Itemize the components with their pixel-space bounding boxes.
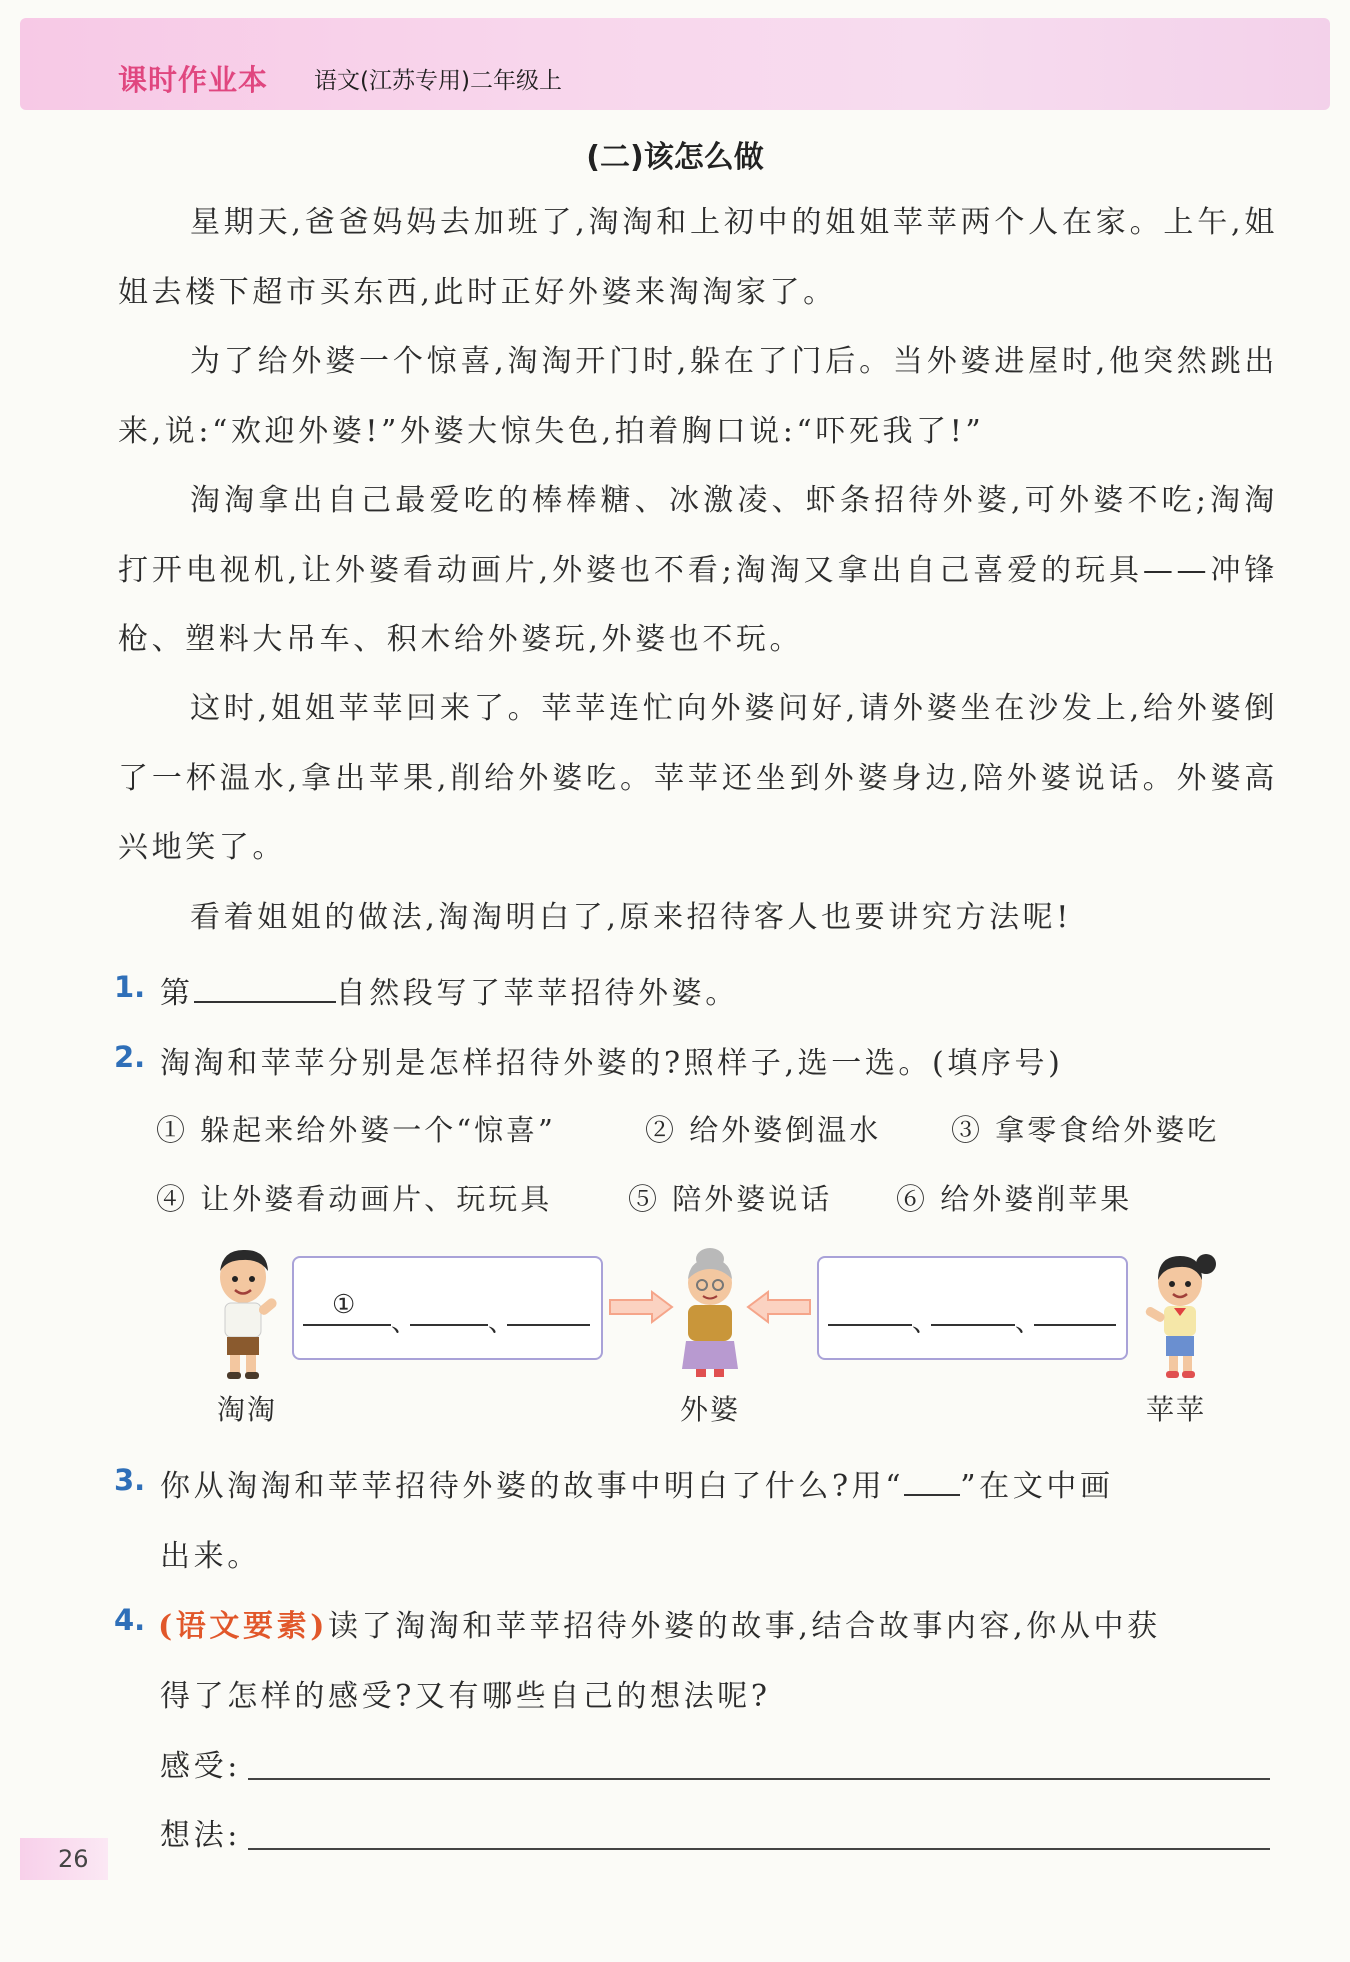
- idea-label: 想法:: [160, 1818, 241, 1853]
- brand-title: 课时作业本: [118, 63, 269, 97]
- passage-paragraph-4: 这时,姐姐苹苹回来了。苹苹连忙向外婆问好,请外婆坐在沙发上,给外婆倒了一杯温水,拿出苹果,削给外婆吃。苹苹还坐到外婆身边,陪外婆说话。外婆高兴地笑了。: [118, 691, 1278, 865]
- pingping-blank-1[interactable]: [828, 1324, 912, 1326]
- separator: 、: [488, 1308, 515, 1338]
- arrow-right-icon: [610, 1292, 672, 1322]
- question-1-number: 1.: [114, 970, 146, 1004]
- pingping-blank-3[interactable]: [1034, 1324, 1116, 1326]
- taotao-blank-1: [303, 1324, 391, 1326]
- question-4: [158, 1601, 1161, 1645]
- idea-answer-line[interactable]: [248, 1848, 1270, 1850]
- question-3-number: 3.: [114, 1463, 146, 1497]
- page-number: 26: [20, 1838, 108, 1880]
- section-title: (二)该怎么做: [586, 140, 764, 175]
- boy-taotao-illustration: [205, 1245, 285, 1380]
- girl-pingping-illustration: [1142, 1250, 1222, 1380]
- option-6: ⑥ 给外婆削苹果: [896, 1182, 1133, 1216]
- question-1-before: 第: [160, 976, 194, 1011]
- caption-grandma: 外婆: [680, 1393, 741, 1426]
- question-3-before: 你从淘淘和苹苹招待外婆的故事中明白了什么?用“: [160, 1469, 905, 1504]
- grandma-illustration: [672, 1245, 748, 1380]
- question-3-line-2: 出来。: [160, 1539, 261, 1574]
- taotao-blank-2[interactable]: [410, 1324, 488, 1326]
- question-4-line-2: 得了怎样的感受?又有哪些自己的想法呢?: [160, 1679, 771, 1714]
- question-1-after: 自然段写了苹苹招待外婆。: [335, 976, 739, 1011]
- passage-paragraph-2: 为了给外婆一个惊喜,淘淘开门时,躲在了门后。当外婆进屋时,他突然跳出来,说:“欢迎外婆!”外婆大惊失色,拍着胸口说:“吓死我了!”: [118, 344, 1278, 449]
- subject-label: 语文(江苏专用)二年级上: [314, 68, 562, 94]
- option-2: ② 给外婆倒温水: [645, 1113, 882, 1147]
- option-4: ④ 让外婆看动画片、玩玩具: [156, 1182, 553, 1216]
- question-2-number: 2.: [114, 1040, 146, 1074]
- question-3: [160, 1461, 1114, 1505]
- option-1: ① 躲起来给外婆一个“惊喜”: [156, 1113, 556, 1147]
- separator: 、: [391, 1308, 418, 1338]
- passage-paragraph-1: 星期天,爸爸妈妈去加班了,淘淘和上初中的姐姐苹苹两个人在家。上午,姐姐去楼下超市买东西,此时正好外婆来淘淘家了。: [118, 205, 1278, 310]
- question-1: [160, 968, 739, 1012]
- taotao-blank-3[interactable]: [507, 1324, 590, 1326]
- question-2-text: 淘淘和苹苹分别是怎样招待外婆的?照样子,选一选。(填序号): [160, 1046, 1064, 1081]
- feeling-label: 感受:: [160, 1749, 241, 1784]
- example-answer: ①: [332, 1290, 356, 1320]
- question-1-answer-blank[interactable]: [194, 1001, 336, 1003]
- caption-pingping: 苹苹: [1146, 1393, 1207, 1426]
- question-4-number: 4.: [114, 1603, 146, 1637]
- passage-paragraph-3: 淘淘拿出自己最爱吃的棒棒糖、冰激凌、虾条招待外婆,可外婆不吃;淘淘打开电视机,让外婆看动画片,外婆也不看;淘淘又拿出自己喜爱的玩具——冲锋枪、塑料大吊车、积木给外婆玩,外婆也不玩。: [118, 483, 1278, 657]
- pingping-answer-box[interactable]: [817, 1256, 1128, 1360]
- separator: 、: [1015, 1308, 1042, 1338]
- caption-taotao: 淘淘: [217, 1393, 278, 1426]
- question-4-tag: (语文要素): [158, 1609, 328, 1644]
- option-3: ③ 拿零食给外婆吃: [951, 1113, 1220, 1147]
- arrow-left-icon: [748, 1292, 810, 1322]
- question-3-underline-sample: [904, 1494, 960, 1496]
- question-4-line-1: 读了淘淘和苹苹招待外婆的故事,结合故事内容,你从中获: [328, 1609, 1161, 1644]
- pingping-blank-2[interactable]: [931, 1324, 1015, 1326]
- passage-paragraph-5: 看着姐姐的做法,淘淘明白了,原来招待客人也要讲究方法呢!: [190, 900, 1072, 935]
- separator: 、: [912, 1308, 939, 1338]
- feeling-answer-line[interactable]: [248, 1778, 1270, 1780]
- option-5: ⑤ 陪外婆说话: [628, 1182, 833, 1216]
- question-3-after: ”在文中画: [960, 1469, 1114, 1504]
